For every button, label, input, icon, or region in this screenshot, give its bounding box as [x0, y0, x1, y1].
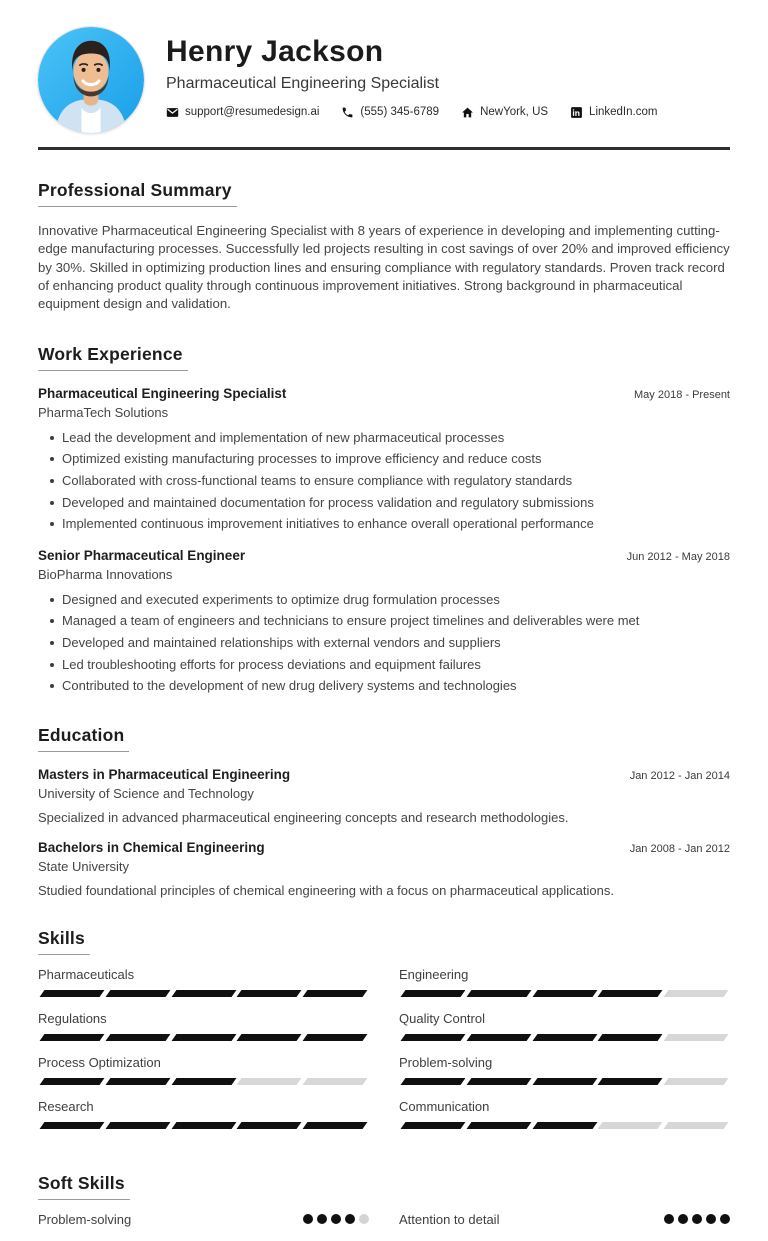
entry-organization: PharmaTech Solutions: [38, 404, 169, 420]
entry-title: Senior Pharmaceutical Engineer: [38, 547, 246, 563]
job-entry: [38, 386, 730, 533]
skill-label: Regulations: [38, 1010, 107, 1026]
home-icon: [461, 106, 474, 119]
entry-title: Bachelors in Chemical Engineering: [38, 839, 265, 855]
person-job-title: Pharmaceutical Engineering Specialist: [166, 74, 440, 92]
skill-bar-segment: [237, 1122, 302, 1129]
skill-bar-segment: [105, 1122, 170, 1129]
soft-skill-dot: [678, 1214, 688, 1224]
degree-description: Specialized in advanced pharmaceutical engineering concepts and research methodologies.: [38, 809, 569, 825]
skill-item: [399, 1099, 730, 1129]
contact-row: [166, 106, 657, 119]
skills-heading: Skills: [38, 928, 90, 955]
skill-bar-segment: [664, 1122, 729, 1129]
contact-text: (555) 345-6789: [360, 106, 440, 118]
skill-bar-segment: [401, 1034, 466, 1041]
contact-item: [570, 106, 657, 119]
contact-item: [166, 106, 319, 119]
degree-entry: [38, 840, 730, 898]
soft-skill-dot: [345, 1214, 355, 1224]
soft-skill-dot: [692, 1214, 702, 1224]
soft-skill-label: Problem-solving: [38, 1211, 132, 1227]
skill-bar-segment: [532, 1078, 597, 1085]
skill-bar-segment: [466, 1034, 531, 1041]
skill-bar-segment: [105, 1034, 170, 1041]
skill-bar-segment: [466, 1122, 531, 1129]
linkedin-icon: [570, 106, 583, 119]
job-bullet-list: [38, 592, 730, 695]
skill-bar-segment: [401, 1078, 466, 1085]
avatar-illustration: [38, 27, 144, 133]
skill-item: [38, 1099, 369, 1129]
job-bullet: Collaborated with cross-functional teams to ensure compliance with regulatory standards: [38, 473, 730, 490]
job-bullet: Developed and maintained documentation for process validation and regulatory submissions: [38, 495, 730, 512]
soft-skill-dot: [331, 1214, 341, 1224]
job-bullet: Developed and maintained relationships with external vendors and suppliers: [38, 635, 730, 652]
skill-bar-segment: [532, 1122, 597, 1129]
skill-bar-segment: [401, 1122, 466, 1129]
resume-header: [38, 0, 730, 133]
job-bullet: Optimized existing manufacturing processes to improve efficiency and reduce costs: [38, 451, 730, 468]
skill-level-bar: [399, 1078, 730, 1085]
job-bullet: Managed a team of engineers and technicians to ensure project timelines and deliverables were met: [38, 613, 730, 630]
skill-bar-segment: [466, 1078, 531, 1085]
skill-bar-segment: [40, 1122, 105, 1129]
job-bullet-list: [38, 430, 730, 533]
job-bullet: Implemented continuous improvement initiatives to enhance overall operational performance: [38, 516, 730, 533]
skill-label: Quality Control: [399, 1010, 485, 1026]
soft-skill-dot: [359, 1214, 369, 1224]
contact-text: support@resumedesign.ai: [185, 106, 320, 118]
contact-text: LinkedIn.com: [589, 106, 658, 118]
contact-item: [341, 106, 439, 119]
skill-bar-segment: [237, 1078, 302, 1085]
skill-item: [399, 1011, 730, 1041]
entry-head: [38, 840, 730, 855]
avatar: [38, 27, 144, 133]
entry-organization: State University: [38, 858, 130, 874]
soft-skill-label: Attention to detail: [399, 1211, 500, 1227]
job-bullet: Led troubleshooting efforts for process deviations and equipment failures: [38, 657, 730, 674]
skill-bar-segment: [40, 1034, 105, 1041]
skill-item: [38, 1055, 369, 1085]
soft-skills-heading: Soft Skills: [38, 1173, 130, 1200]
degree-list: [38, 767, 730, 898]
entry-title: Pharmaceutical Engineering Specialist: [38, 385, 287, 401]
skill-bar-segment: [105, 990, 170, 997]
soft-skill-item: [38, 1212, 369, 1227]
skill-item: [399, 1055, 730, 1085]
entry-dates: Jan 2012 - Jan 2014: [629, 769, 730, 782]
summary-heading: Professional Summary: [38, 180, 237, 207]
skills-column: [38, 967, 369, 1143]
skill-bar-segment: [598, 990, 663, 997]
skill-label: Communication: [399, 1098, 490, 1114]
skill-bar-segment: [237, 990, 302, 997]
skill-bar-segment: [303, 1034, 368, 1041]
degree-description: Studied foundational principles of chemical engineering with a focus on pharmaceutical applications.: [38, 882, 614, 898]
skill-level-bar: [399, 1122, 730, 1129]
skill-level-bar: [38, 1122, 369, 1129]
section-skills: [38, 928, 730, 1143]
email-icon: [166, 106, 179, 119]
skill-label: Problem-solving: [399, 1054, 493, 1070]
skill-bar-segment: [532, 990, 597, 997]
phone-icon: [341, 106, 354, 119]
skill-bar-segment: [598, 1034, 663, 1041]
skill-bar-segment: [664, 1078, 729, 1085]
entry-organization: University of Science and Technology: [38, 785, 254, 801]
skill-bar-segment: [40, 1078, 105, 1085]
soft-skills-column: [399, 1212, 730, 1241]
skills-grid: [38, 967, 730, 1143]
skill-level-bar: [38, 1034, 369, 1041]
skill-bar-segment: [664, 1034, 729, 1041]
contact-item: [461, 106, 548, 119]
entry-title: Masters in Pharmaceutical Engineering: [38, 766, 291, 782]
job-bullet: Designed and executed experiments to optimize drug formulation processes: [38, 592, 730, 609]
skill-bar-segment: [237, 1034, 302, 1041]
entry-dates: Jun 2012 - May 2018: [626, 550, 730, 563]
education-heading: Education: [38, 725, 129, 752]
skill-bar-segment: [466, 990, 531, 997]
skill-label: Research: [38, 1098, 94, 1114]
section-education: [38, 725, 730, 898]
skill-label: Process Optimization: [38, 1054, 161, 1070]
job-list: [38, 386, 730, 695]
section-work-experience: [38, 344, 730, 695]
soft-skills-column: [38, 1212, 369, 1241]
entry-head: [38, 767, 730, 782]
header-text: [166, 27, 657, 119]
person-name: Henry Jackson: [166, 35, 384, 68]
skill-item: [38, 967, 369, 997]
skill-level-bar: [399, 990, 730, 997]
skill-bar-segment: [171, 990, 236, 997]
summary-text: Innovative Pharmaceutical Engineering Specialist with 8 years of experience in developing and implementing cutting-edge manufacturing processes. Successfully led projects resulting in cost savings of over 20% and improved efficiency by 30%. Skilled in optimizing production lines and ensuring compliance with regulatory standards. Proven track record of enhancing product quality through continuous improvement initiatives. Strong background in pharmaceutical equipment design and validation.: [38, 223, 730, 312]
skill-label: Pharmaceuticals: [38, 966, 135, 982]
entry-organization: BioPharma Innovations: [38, 566, 173, 582]
skill-bar-segment: [303, 1078, 368, 1085]
soft-skills-grid: [38, 1212, 730, 1241]
skill-bar-segment: [401, 990, 466, 997]
soft-skill-dots: [664, 1214, 730, 1224]
skill-bar-segment: [105, 1078, 170, 1085]
skill-label: Engineering: [399, 966, 469, 982]
skill-level-bar: [38, 1078, 369, 1085]
experience-heading: Work Experience: [38, 344, 188, 371]
skill-bar-segment: [171, 1078, 236, 1085]
skill-bar-segment: [303, 1122, 368, 1129]
skill-bar-segment: [598, 1078, 663, 1085]
skill-bar-segment: [303, 990, 368, 997]
skill-item: [38, 1011, 369, 1041]
skill-bar-segment: [664, 990, 729, 997]
skill-item: [399, 967, 730, 997]
soft-skill-dot: [720, 1214, 730, 1224]
contact-text: NewYork, US: [480, 106, 549, 118]
soft-skill-dot: [317, 1214, 327, 1224]
entry-head: [38, 548, 730, 563]
skill-bar-segment: [40, 990, 105, 997]
section-professional-summary: [38, 180, 730, 314]
entry-head: [38, 386, 730, 401]
soft-skill-dots: [303, 1214, 369, 1224]
entry-dates: May 2018 - Present: [634, 388, 730, 401]
entry-dates: Jan 2008 - Jan 2012: [629, 842, 730, 855]
degree-entry: [38, 767, 730, 825]
skill-level-bar: [399, 1034, 730, 1041]
skill-bar-segment: [598, 1122, 663, 1129]
skills-column: [399, 967, 730, 1143]
job-bullet: Contributed to the development of new drug delivery systems and technologies: [38, 678, 730, 695]
soft-skill-dot: [706, 1214, 716, 1224]
skill-bar-segment: [171, 1122, 236, 1129]
soft-skill-dot: [303, 1214, 313, 1224]
job-entry: [38, 548, 730, 695]
skill-bar-segment: [532, 1034, 597, 1041]
section-soft-skills: [38, 1173, 730, 1241]
skill-level-bar: [38, 990, 369, 997]
job-bullet: Lead the development and implementation of new pharmaceutical processes: [38, 430, 730, 447]
soft-skill-dot: [664, 1214, 674, 1224]
soft-skill-item: [399, 1212, 730, 1227]
skill-bar-segment: [171, 1034, 236, 1041]
header-divider: [38, 147, 730, 150]
